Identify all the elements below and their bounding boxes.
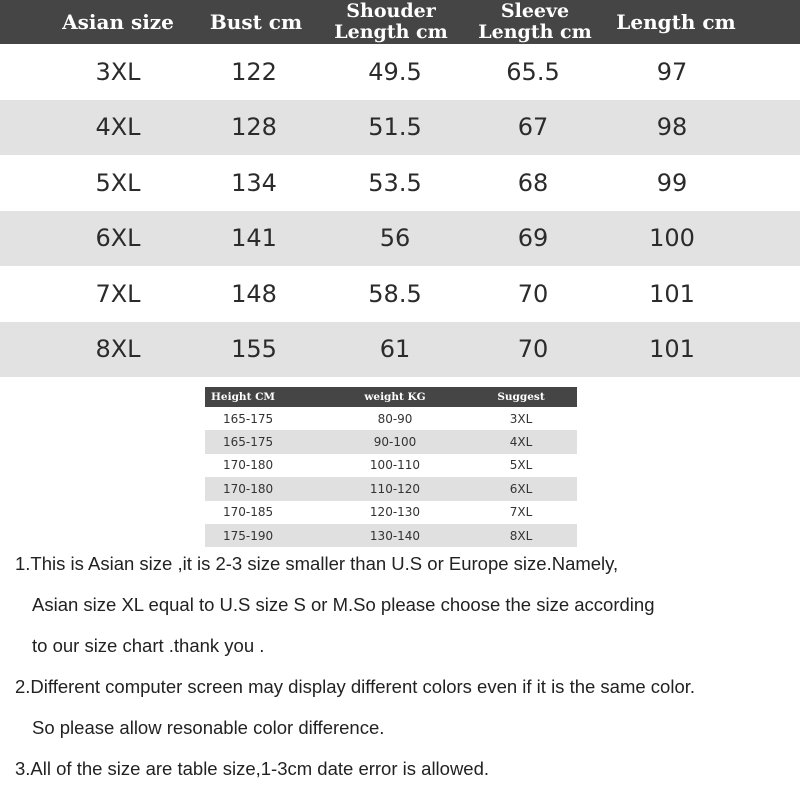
header-sleeve-length: Sleeve Length cm	[478, 0, 592, 43]
suggestion-cell: 7XL	[509, 505, 533, 520]
suggestion-cell: 170-185	[223, 505, 274, 520]
size-cell: 68	[517, 168, 549, 197]
size-cell: 51.5	[368, 113, 422, 142]
note-1-line-2: Asian size XL equal to U.S size S or M.So please choose the size according	[32, 594, 655, 615]
note-2-line-1: 2.Different computer screen may display different colors even if it is the same color.	[15, 676, 696, 697]
size-cell: 97	[656, 57, 688, 86]
suggestion-cell: 8XL	[509, 528, 533, 543]
size-cell: 7XL	[95, 279, 141, 308]
size-cell: 101	[649, 279, 695, 308]
size-chart-header	[0, 0, 800, 44]
size-cell: 155	[231, 335, 277, 364]
suggestion-table	[205, 387, 577, 547]
size-cell: 4XL	[95, 113, 141, 142]
size-cell: 67	[517, 113, 549, 142]
size-cell: 6XL	[95, 224, 141, 253]
size-row	[0, 100, 800, 156]
size-cell: 70	[517, 279, 549, 308]
size-row	[0, 155, 800, 211]
size-cell: 134	[231, 168, 277, 197]
size-cell: 148	[231, 279, 277, 308]
size-row	[0, 44, 800, 100]
size-cell: 99	[656, 168, 688, 197]
header-suggest: Suggest	[497, 391, 545, 403]
suggestion-cell: 110-120	[369, 481, 421, 496]
suggestion-cell: 165-175	[223, 435, 274, 450]
suggestion-header	[205, 387, 577, 407]
suggestion-cell: 165-175	[223, 411, 274, 426]
note-3-line-1: 3.All of the size are table size,1-3cm date error is allowed.	[15, 758, 490, 779]
size-cell: 49.5	[368, 57, 422, 86]
size-cell: 58.5	[368, 279, 422, 308]
suggestion-row	[205, 454, 577, 477]
suggestion-row	[205, 477, 577, 500]
size-cell: 141	[231, 224, 277, 253]
size-row	[0, 211, 800, 267]
header-bust: Bust cm	[209, 10, 303, 34]
size-cell: 3XL	[95, 57, 141, 86]
size-notes	[15, 551, 795, 797]
size-cell: 8XL	[95, 335, 141, 364]
size-cell: 56	[379, 224, 411, 253]
size-cell: 122	[231, 57, 277, 86]
size-cell: 70	[517, 335, 549, 364]
size-cell: 128	[231, 113, 277, 142]
size-chart-body	[0, 44, 800, 377]
note-1-line-1: 1.This is Asian size ,it is 2-3 size smaller than U.S or Europe size.Namely,	[15, 553, 619, 574]
suggestion-row	[205, 501, 577, 524]
suggestion-cell: 175-190	[223, 528, 274, 543]
suggestion-cell: 130-140	[369, 528, 421, 543]
suggestion-row	[205, 524, 577, 547]
header-asian-size: Asian size	[62, 10, 174, 34]
suggestion-row	[205, 430, 577, 453]
size-cell: 100	[649, 224, 695, 253]
size-cell: 5XL	[95, 168, 141, 197]
suggestion-cell: 90-100	[373, 435, 417, 450]
suggestion-cell: 6XL	[509, 481, 533, 496]
size-row	[0, 322, 800, 378]
suggestion-row	[205, 407, 577, 430]
suggestion-cell: 170-180	[223, 481, 274, 496]
header-length: Length cm	[616, 10, 736, 34]
note-1-line-3: to our size chart .thank you .	[32, 635, 265, 656]
size-chart-table	[0, 0, 800, 377]
size-row	[0, 266, 800, 322]
size-cell: 98	[656, 113, 688, 142]
header-weight: weight KG	[364, 391, 426, 403]
size-cell: 53.5	[368, 168, 422, 197]
suggestion-cell: 3XL	[509, 411, 533, 426]
size-cell: 69	[517, 224, 549, 253]
suggestion-cell: 4XL	[509, 435, 533, 450]
suggestion-cell: 120-130	[369, 505, 421, 520]
suggestion-body	[205, 407, 577, 547]
suggestion-cell: 100-110	[369, 458, 421, 473]
suggestion-cell: 170-180	[223, 458, 274, 473]
size-cell: 65.5	[506, 57, 560, 86]
size-cell: 101	[649, 335, 695, 364]
size-cell: 61	[379, 335, 411, 364]
header-shoulder-length: Shouder Length cm	[334, 0, 448, 43]
header-height: Height CM	[211, 391, 276, 403]
suggestion-cell: 5XL	[509, 458, 533, 473]
suggestion-cell: 80-90	[377, 411, 413, 426]
note-2-line-2: So please allow resonable color difference.	[32, 717, 385, 738]
